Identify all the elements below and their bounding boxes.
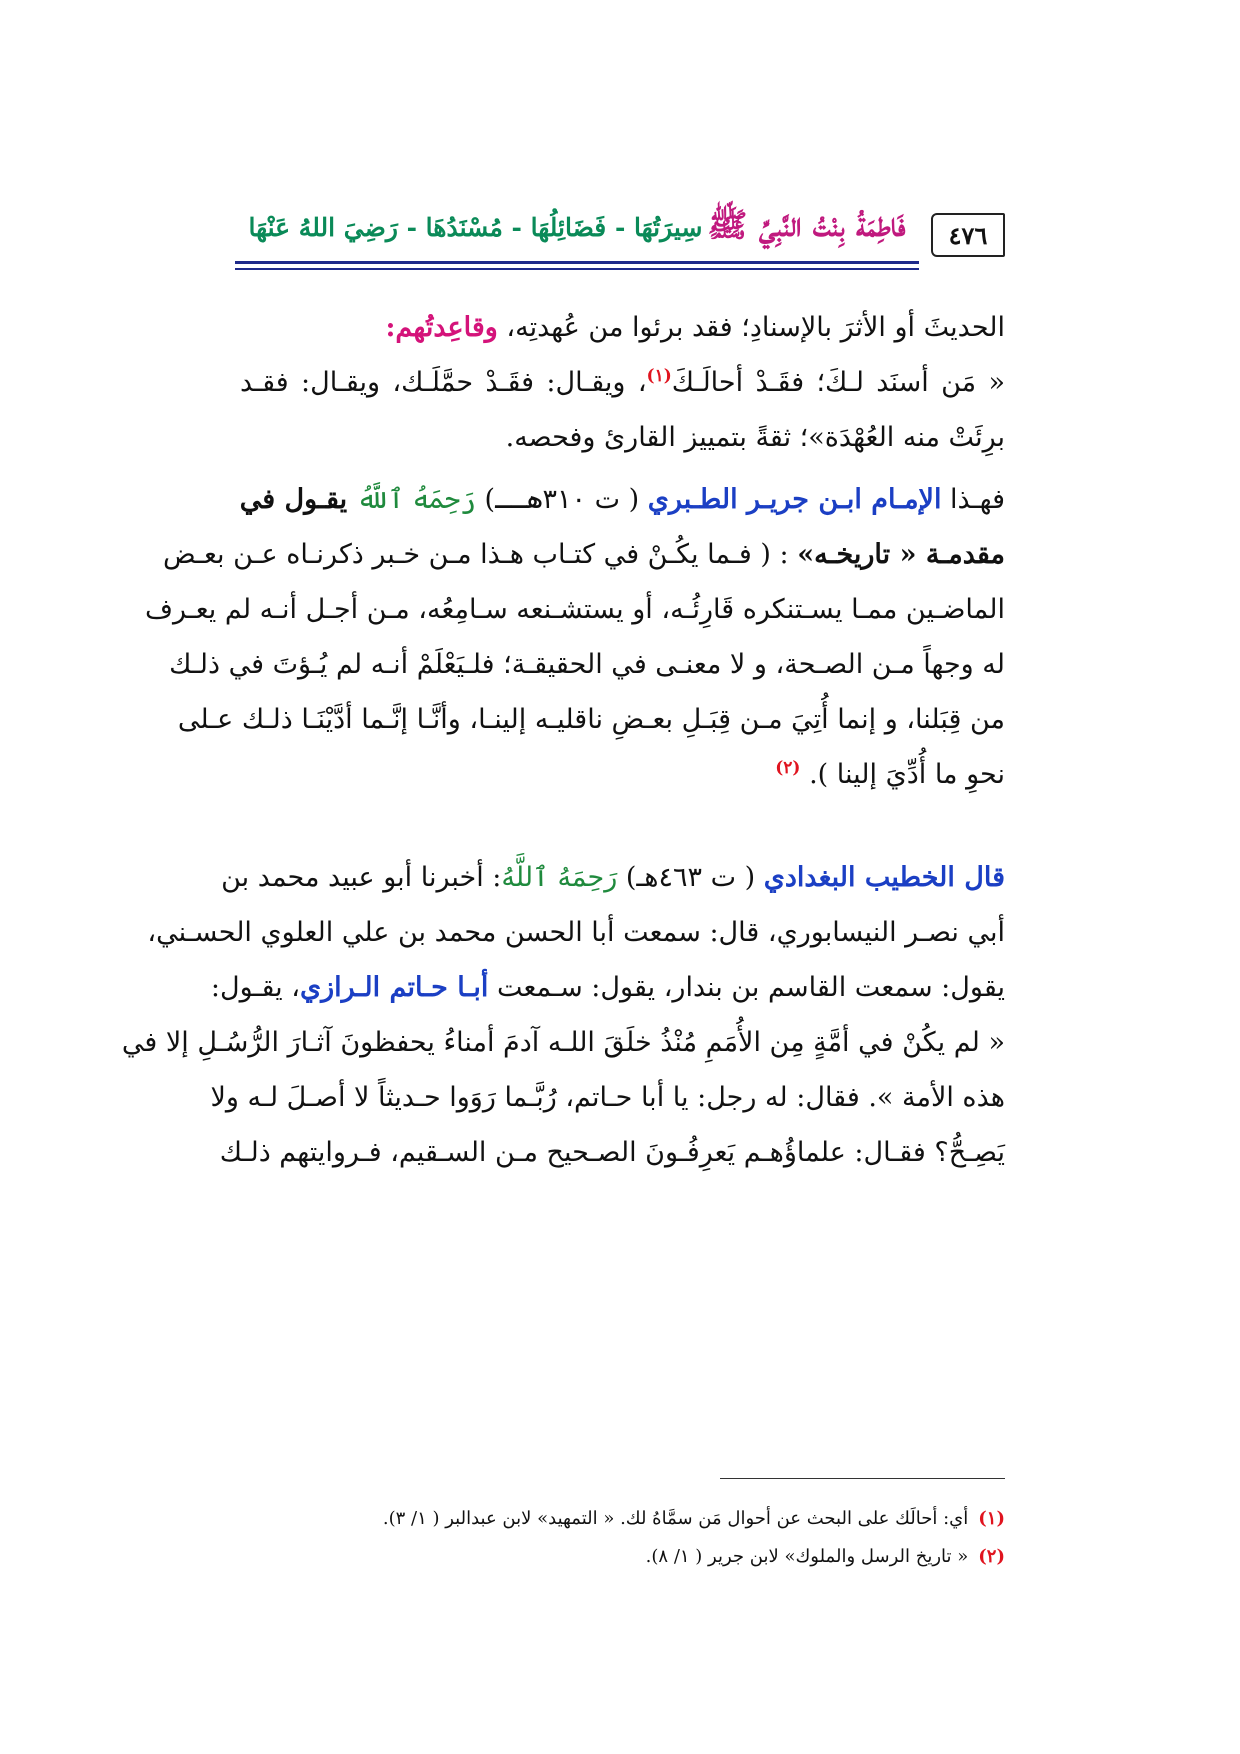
- header-rule-thick: [235, 261, 919, 264]
- text-line: [240, 472, 1005, 527]
- text-line: [221, 850, 1005, 905]
- text-run: ، يقـول:: [210, 972, 300, 1003]
- header-rule-thin: [235, 268, 919, 270]
- footnote-separator: [720, 1478, 1005, 1479]
- footnotes: [240, 1500, 1005, 1576]
- footnote-number: (١): [978, 1508, 1005, 1529]
- text-run: « مَن أسنَد لـكَ؛ فقَـدْ أحالَـكَ: [671, 367, 1005, 398]
- death-date: ( ت ٤٦٣هـ): [617, 862, 764, 893]
- footnote-number: (٢): [978, 1546, 1005, 1567]
- page-header: [235, 205, 1005, 285]
- person-name: أبـا حـاتم الـرازي: [299, 972, 489, 1003]
- book-subtitle: سِيرَتُهَا - فَضَائِلُهَا - مُسْنَدُهَا - رَضِيَ اللهُ عَنْهَا: [248, 213, 703, 242]
- text-line: يَصِـحُّ؟ فقـال: علماؤُهـم يَعرِفُـونَ الصـحيح مـن السـقيم، فـروايتهم ذلـك: [219, 1137, 1005, 1168]
- honorific: رَحِمَهُ ٱللَّهُ: [501, 862, 618, 893]
- text-line: أبي نصـر النيسابوري، قال: سمعت أبا الحسن محمد بن علي العلوي الحسـني،: [147, 917, 1005, 948]
- running-title: [235, 205, 919, 257]
- text-run: : ( فـما يكُـنْ في كتـاب هـذا مـن خـبر ذكرنـاه عـن بعـض: [162, 539, 798, 570]
- footnote-text: أي: أحالَك على البحث عن أحوال مَن سمَّاهُ لك. « التمهيد» لابن عبدالبر ( ١/ ٣).: [382, 1508, 969, 1529]
- footnote-ref-1[interactable]: (١): [646, 366, 672, 386]
- paragraph-2: [144, 472, 1005, 802]
- book-reference: مقدمـة « تاريخـه»: [797, 539, 1005, 570]
- footnote-ref-2[interactable]: (٢): [775, 758, 801, 778]
- text-run: يقول: سمعت القاسم بن بندار، يقول: سـمعت: [488, 972, 1005, 1003]
- footnote-2: [240, 1538, 1005, 1576]
- text-line: [162, 527, 1005, 582]
- footnote-text: « تاريخ الرسل والملوك» لابن جرير ( ١/ ٨).: [645, 1546, 969, 1567]
- highlight-rule: وقاعِدتُهم:: [385, 312, 498, 343]
- text-run: فهـذا: [941, 484, 1005, 515]
- text-line: [210, 960, 1005, 1015]
- page-number: ٤٧٦: [931, 213, 1005, 257]
- text-line: [240, 747, 1005, 802]
- book-title: فَاطِمَةُ بِنْتُ النَّبِيِّ ﷺ: [707, 205, 906, 244]
- text-line: [240, 355, 1005, 410]
- text-run: الحديثَ أو الأثرَ بالإسنادِ؛ فقد برئوا من عُهدتِه،: [497, 312, 1005, 343]
- text-line: الماضـين ممـا يسـتنكره قَارِئُـه، أو يستشـنعه سـامِعُه، مـن أجـل أنـه لم يعـرف: [144, 594, 1005, 625]
- paragraph-1: [240, 300, 1005, 465]
- text-run: : أخبرنا أبو عبيد محمد بن: [221, 862, 502, 893]
- footnote-1: [240, 1500, 1005, 1538]
- text-line: من قِبَلنا، و إنما أُتِيَ مـن قِبَـلِ بعـضِ ناقليـه إلينـا، وأنَّـا إنَّـما أدَّيْنَـا ذلـك عـلى: [177, 704, 1005, 735]
- text-line: « لم يكُنْ في أمَّةٍ مِن الأُمَمِ مُنْذُ خلَقَ اللـه آدمَ أمناءُ يحفظونَ آثـارَ الرُّسُـلِ إلا في: [121, 1027, 1005, 1058]
- text-line: له وجهاً مـن الصـحة، و لا معنـى في الحقيقـة؛ فلـيَعْلَمْ أنـه لم يُـؤتَ في ذلـك: [169, 649, 1005, 680]
- person-name: قال الخطيب البغدادي: [763, 862, 1005, 893]
- text-line: [240, 300, 1005, 355]
- person-name: الإمـام ابـن جريـر الطـبري: [647, 484, 942, 515]
- text-line: برِئَتْ منه العُهْدَة»؛ ثقةً بتمييز القارئ وفحصه.: [505, 422, 1005, 453]
- text-run: يقـول في: [239, 484, 357, 515]
- paragraph-3: [121, 850, 1005, 1180]
- text-run: نحوِ ما أُدِّيَ إلينا ).: [809, 759, 1005, 790]
- text-run: ، ويقـال: فقَـدْ حمَّلَـك، ويقـال: فقـد: [240, 367, 647, 398]
- text-line: هذه الأمة ». فقال: له رجل: يا أبا حـاتم، رُبَّـما رَوَوا حـديثاً لا أصـلَ لـه ولا: [210, 1082, 1005, 1113]
- honorific: رَحِمَهُ ٱللَّهُ: [356, 484, 476, 515]
- death-date: ( ت ٣١٠هــ): [475, 484, 648, 515]
